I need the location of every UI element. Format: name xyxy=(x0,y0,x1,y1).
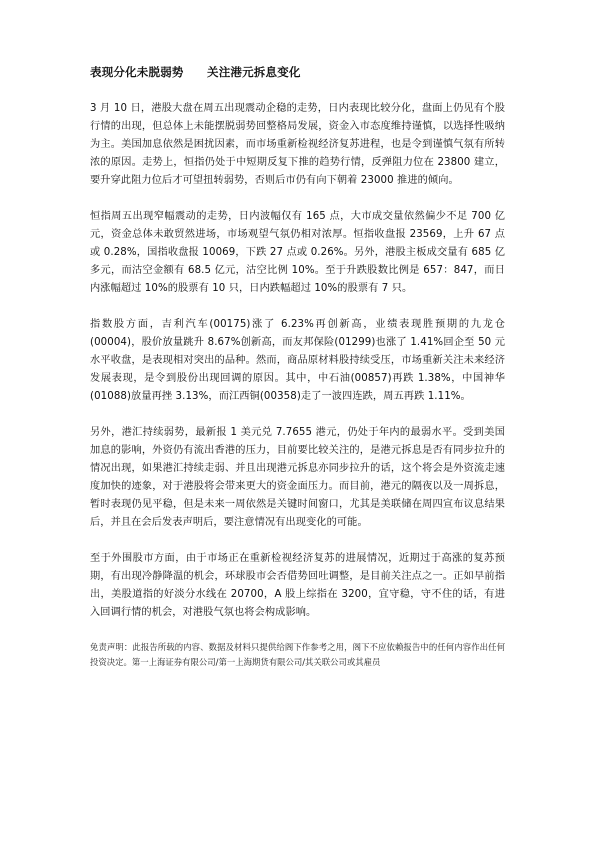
paragraph-market-overview: 3 月 10 日，港股大盘在周五出现震动企稳的走势，日内表现比较分化，盘面上仍见有个股行情的出现，但总体上未能摆脱弱势回整格局发展，资金入市态度维持谨慎，以选择性吸纳为主。美国加息依然是困扰因素，而市场重新检视经济复苏进程，也是令到谨慎气氛有所转浓的原因。走势上，恒指仍处于中短期反复下推的趋势行情，反弹阻力位在 23800 建立，要升穿此阻力位后才可望扭转弱势，否则后市仍有向下朝着 23000 推进的倾向。 xyxy=(90,103,505,186)
paragraph-index-stocks: 指数股方面，吉利汽车(00175)涨了 6.23%再创新高，业绩表现胜预期的九龙仓(00004)，股价放量跳升 8.67%创新高，而友邦保险(01299)也涨了 1.41%回企至 50 元水平收盘，是表现相对突出的品种。然而，商品原材料股持续受压，市场重新关注未来经济发展表现，是令到股份出现回调的原因。其中，中石油(00857)再跌 1.38%，中国神华(01088)放量再挫 3.13%，而江西铜(00358)走了一波四连跌，周五再跌 1.11%。 xyxy=(90,319,505,402)
document-body xyxy=(90,64,505,670)
page-title: 表现分化未脱弱势 关注港元拆息变化 xyxy=(90,65,301,79)
paragraph-global-markets: 至于外围股市方面，由于市场正在重新检视经济复苏的进展情况，近期过于高涨的复苏预期，有出现冷静降温的机会，环球股市会否借势回吐调整，是目前关注点之一。正如早前指出，美股道指的好淡分水线在 20700，A 股上综指在 3200，宜守稳，守不住的话，有进入回调行情的机会，对港股气氛也将会构成影响。 xyxy=(90,553,505,618)
disclaimer: 免责声明：此报告所载的内容、数据及材料只提供给阁下作参考之用，阁下不应依赖报告中的任何内容作出任何投资决定。第一上海证券有限公司/第一上海期货有限公司/其关联公司或其雇员 xyxy=(90,642,505,667)
paragraph-hkd-exchange: 另外，港汇持续弱势，最新报 1 美元兑 7.7655 港元，仍处于年内的最弱水平。受到美国加息的影响，外资仍有流出香港的压力，目前要比较关注的，是港元拆息是否有同步拉升的情况出现，如果港汇持续走弱、并且出现港元拆息亦同步拉升的话，这个将会是外资流走速度加快的迹象，对于港股将会带来更大的资金面压力。而目前，港元的隔夜以及一周拆息，暂时表现仍见平稳，但是未来一周依然是关键时间窗口，尤其是美联储在周四宣布议息结果后，并且在会后发表声明后，要注意情况有出现变化的可能。 xyxy=(90,427,505,528)
paragraph-index-summary: 恒指周五出现窄幅震动的走势，日内波幅仅有 165 点，大市成交量依然偏少不足 700 亿元，资金总体未敢贸然进场，市场观望气氛仍相对浓厚。恒指收盘报 23569，上升 67 点或 0.28%，国指收盘报 10069，下跌 27 点或 0.26%。另外，港股主板成交量有 685 亿多元，而沽空金额有 68.5 亿元，沽空比例 10%。至于升跌股数比例是 657：847，而日内涨幅超过 10%的股票有 10 只，日内跌幅超过 10%的股票有 7 只。 xyxy=(90,211,505,294)
